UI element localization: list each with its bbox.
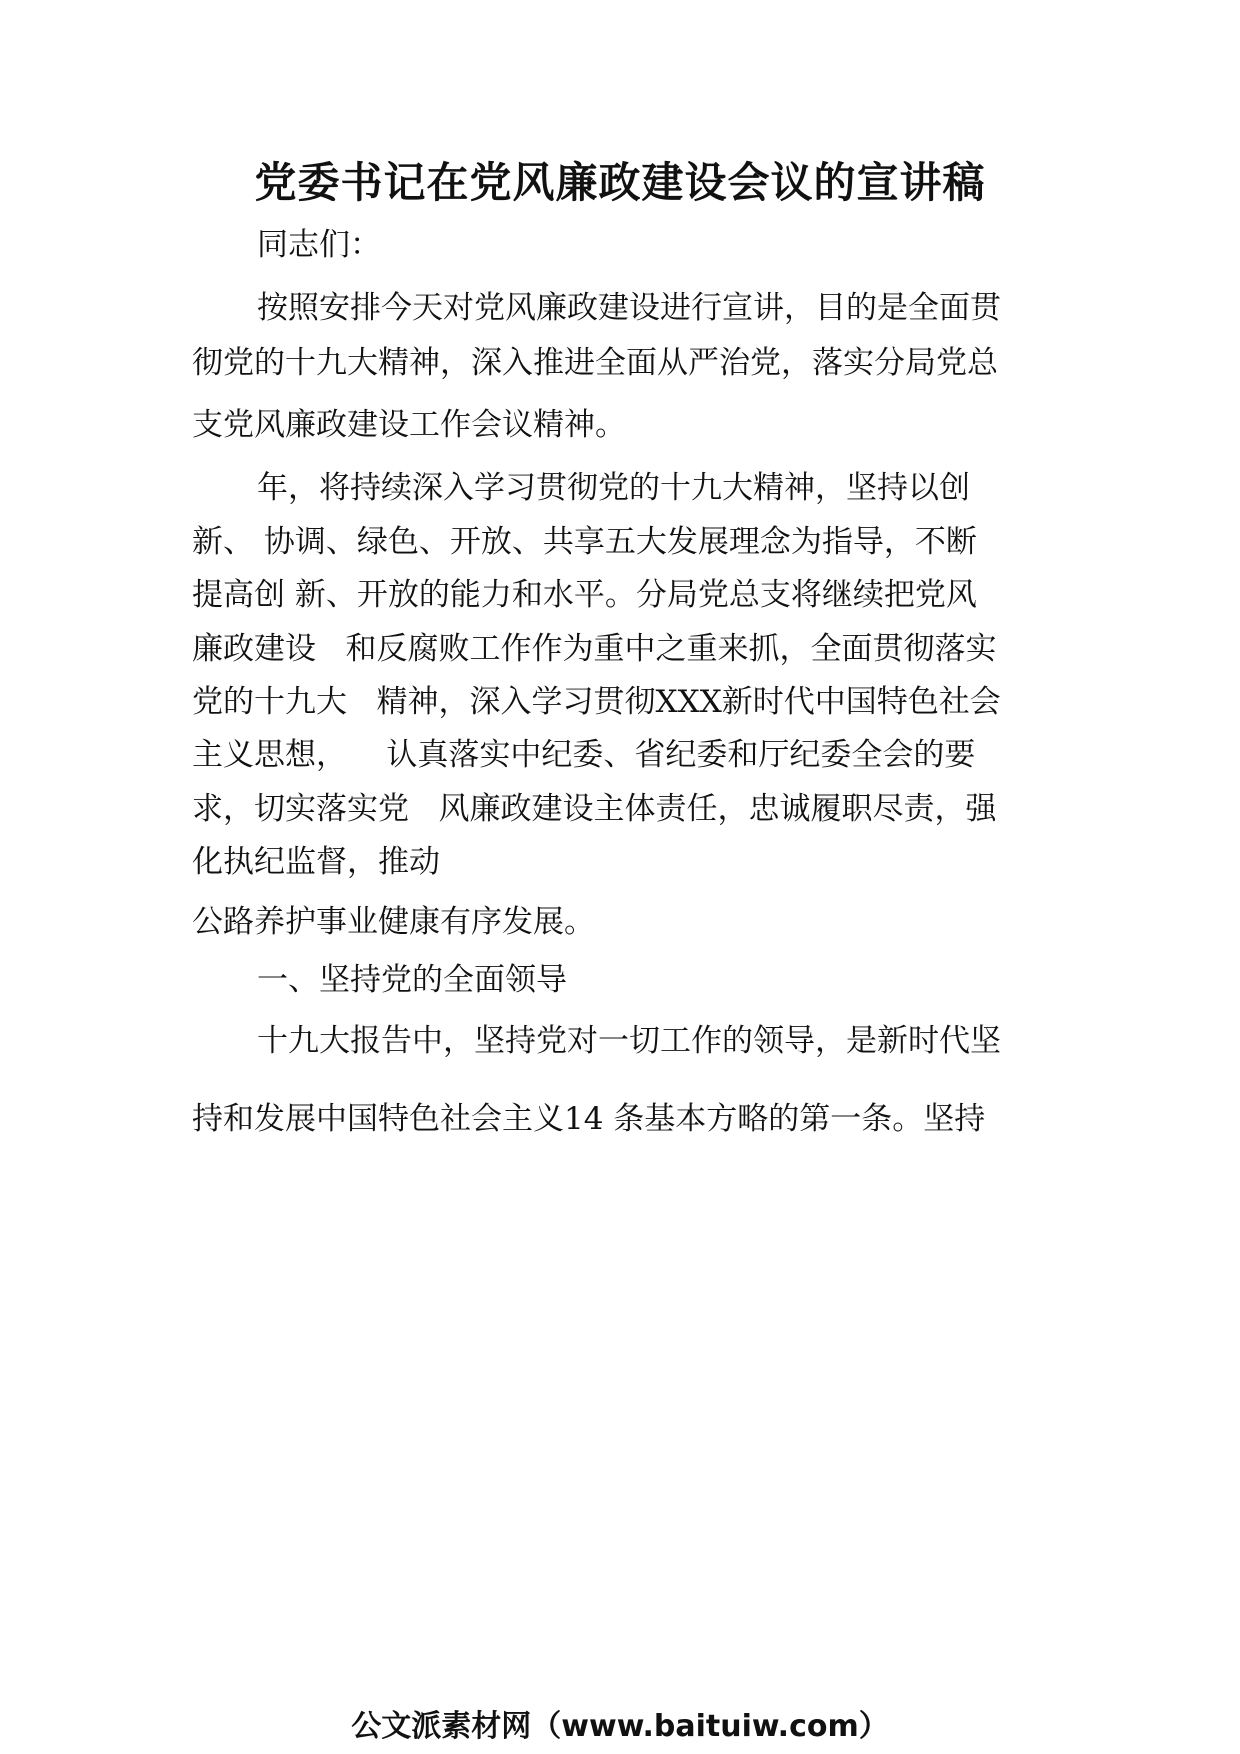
body-line: 支党风廉政建设工作会议精神。: [192, 407, 626, 443]
body-line: 化执纪监督，推动: [192, 844, 440, 880]
body-line: 彻党的十九大精神，深入推进全面从严治党，落实分局党总: [192, 345, 998, 381]
footer-watermark: 公文派素材网（www.baituiw.com）: [351, 1709, 889, 1744]
document-title: 党委书记在党风廉政建设会议的宣讲稿: [254, 158, 986, 207]
body-line: 主义思想， 认真落实中纪委、省纪委和厅纪委全会的要: [192, 737, 976, 773]
body-line: 十九大报告中，坚持党对一切工作的领导，是新时代坚: [257, 1023, 1001, 1059]
body-line: 求，切实落实党 风廉政建设主体责任，忠诚履职尽责，强: [192, 791, 997, 827]
body-line: 提高创 新、开放的能力和水平。分局党总支将继续把党风: [192, 577, 977, 613]
body-line: 公路养护事业健康有序发展。: [192, 904, 595, 940]
body-line: 党的十九大 精神，深入学习贯彻XXX新时代中国特色社会: [192, 684, 1001, 720]
salutation: 同志们：: [257, 227, 381, 263]
section-heading: 一、坚持党的全面领导: [257, 962, 567, 998]
body-line: 持和发展中国特色社会主义14 条基本方略的第一条。坚持: [192, 1101, 986, 1137]
body-line: 按照安排今天对党风廉政建设进行宣讲，目的是全面贯: [257, 290, 1001, 326]
body-line: 廉政建设 和反腐败工作作为重中之重来抓，全面贯彻落实: [192, 631, 997, 667]
body-line: 新、 协调、绿色、开放、共享五大发展理念为指导，不断: [192, 524, 977, 560]
body-line: 年，将持续深入学习贯彻党的十九大精神，坚持以创: [257, 470, 970, 506]
